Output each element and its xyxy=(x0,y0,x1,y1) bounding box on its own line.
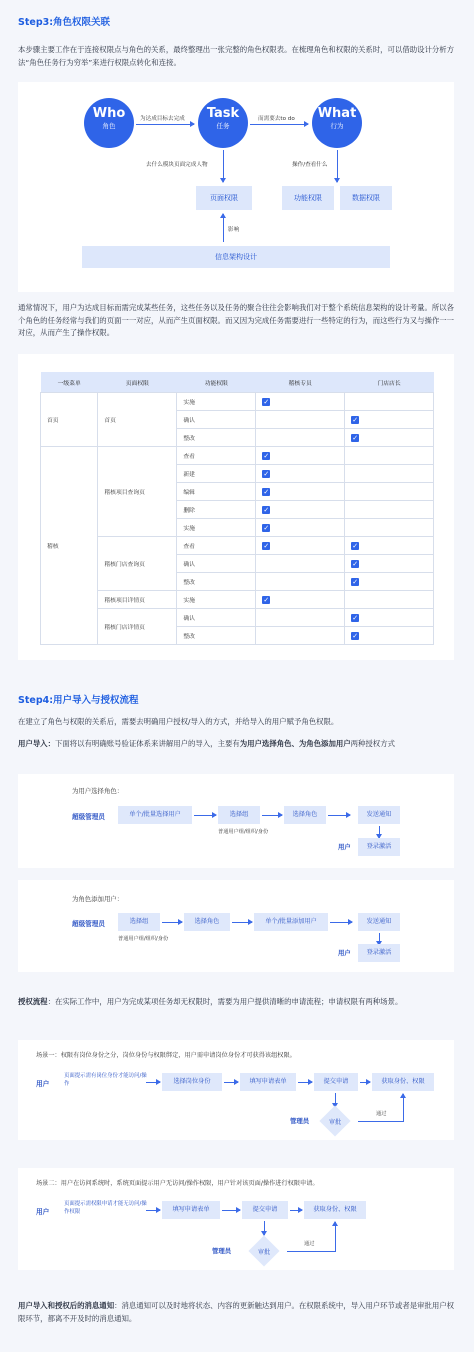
flow1-actor: 超级管理员 xyxy=(72,813,105,821)
scene2-arrow-4 xyxy=(264,1221,265,1235)
cell-page: 稽核项目详情页 xyxy=(98,591,177,609)
step4-title: Step4:用户导入与授权流程 xyxy=(18,695,139,706)
table-header-row xyxy=(41,372,434,393)
user-import-text-a: 下面将以有明确账号验证体系来讲解用户的导入，主要有 xyxy=(54,739,240,748)
checkbox-checked-icon: ✓ xyxy=(263,541,270,550)
flow2-arrow-2 xyxy=(232,922,252,923)
checkbox-checked-icon: ✓ xyxy=(263,595,270,604)
scene2-user: 用户 xyxy=(36,1208,50,1216)
cell-store-manager xyxy=(345,519,434,537)
scene1-arrow-4 xyxy=(360,1082,370,1083)
scene1-note: 页面提示需有岗位身份才能访问/操作 xyxy=(64,1073,147,1087)
scene1-step-fill-form: 填写申请表单 xyxy=(240,1073,296,1091)
scene1-title: 场景一：权限有岗位身份之分，岗位身份与权限绑定，用户需申请岗位身份才可获得该组权限。 xyxy=(36,1052,296,1059)
checkbox-checked-icon: ✓ xyxy=(263,505,270,514)
cell-store-manager xyxy=(345,411,434,429)
cell-auditor xyxy=(256,573,345,591)
influence-arrow xyxy=(223,214,224,242)
scene1-arrow-1 xyxy=(146,1082,160,1083)
checkbox-checked-icon: ✓ xyxy=(263,451,270,460)
flow2-step-add-user: 单个/批量添加用户 xyxy=(254,913,328,931)
task-page-label: 去什么模块页面完成人物 xyxy=(146,162,208,168)
cell-auditor xyxy=(256,447,345,465)
cell-store-manager xyxy=(345,573,434,591)
task-what-label: 而需要去to do xyxy=(258,116,295,122)
cell-function: 实施 xyxy=(177,519,256,537)
cell-auditor xyxy=(256,429,345,447)
scene2-pass-label: 通过 xyxy=(304,1241,315,1247)
scene1-arrow-2 xyxy=(224,1082,238,1083)
scene2-pass-arrow xyxy=(335,1222,336,1252)
flow2-actor: 超级管理员 xyxy=(72,920,105,928)
cell-auditor xyxy=(256,393,345,411)
scene1-step-submit: 提交申请 xyxy=(314,1073,358,1091)
scene1-arrow-3 xyxy=(298,1082,312,1083)
cell-function: 编辑 xyxy=(177,483,256,501)
flow1-arrow-1 xyxy=(194,815,216,816)
function-permission-box: 功能权限 xyxy=(282,186,334,210)
checkbox-checked-icon: ✓ xyxy=(263,469,270,478)
flow2-step-login-activate: 登录激活 xyxy=(358,944,400,962)
notification-paragraph xyxy=(18,1300,458,1325)
flow1-user: 用户 xyxy=(338,843,351,851)
flow1-step-login-activate: 登录激活 xyxy=(358,838,400,856)
data-permission-box: 数据权限 xyxy=(340,186,392,210)
flow1-step-select-group: 选择组 xyxy=(218,806,260,824)
cell-store-manager xyxy=(345,591,434,609)
info-architecture-box: 信息架构设计 xyxy=(82,246,390,268)
role-permission-table xyxy=(40,372,434,645)
flow2-arrow-1 xyxy=(162,922,182,923)
what-ops-arrow xyxy=(337,150,338,182)
col-menu: 一级菜单 xyxy=(41,372,98,393)
cell-function: 整改 xyxy=(177,627,256,645)
cell-store-manager xyxy=(345,537,434,555)
flow2-user: 用户 xyxy=(338,949,351,957)
cell-auditor xyxy=(256,465,345,483)
cell-function: 删除 xyxy=(177,501,256,519)
flow1-title: 为用户选择角色： xyxy=(72,787,124,795)
flow2-step-select-group: 选择组 xyxy=(118,913,160,931)
cell-auditor xyxy=(256,609,345,627)
cell-function: 确认 xyxy=(177,411,256,429)
flow-add-user-to-role xyxy=(18,880,454,972)
scene1-pass-arrow xyxy=(403,1094,404,1122)
flow1-arrow-4 xyxy=(379,826,380,838)
scene2-arrow-2 xyxy=(222,1210,240,1211)
checkbox-checked-icon: ✓ xyxy=(352,559,359,568)
cell-page: 稽核门店详情页 xyxy=(98,609,177,645)
cell-store-manager xyxy=(345,393,434,411)
checkbox-checked-icon: ✓ xyxy=(352,631,359,640)
checkbox-checked-icon: ✓ xyxy=(352,613,359,622)
flow1-group-sub: 普通用户组/组织/身份 xyxy=(218,829,269,835)
task-what-arrow xyxy=(250,124,308,125)
user-import-text-c: 两种授权方式 xyxy=(350,739,395,748)
cell-page: 首页 xyxy=(98,393,177,447)
cell-function: 整改 xyxy=(177,573,256,591)
cell-store-manager xyxy=(345,501,434,519)
flow1-step-select-role: 选择角色 xyxy=(284,806,326,824)
col-store-manager: 门店店长 xyxy=(345,372,434,393)
influence-label: 影响 xyxy=(228,227,240,233)
cell-auditor xyxy=(256,411,345,429)
scene1-pass-label: 通过 xyxy=(376,1111,387,1117)
scene1-admin: 管理员 xyxy=(290,1117,310,1125)
col-auditor: 稽核专员 xyxy=(256,372,345,393)
scene2-panel xyxy=(18,1168,454,1270)
cell-store-manager xyxy=(345,627,434,645)
cell-auditor xyxy=(256,519,345,537)
col-function: 功能权限 xyxy=(177,372,256,393)
flow1-arrow-3 xyxy=(328,815,350,816)
cell-store-manager xyxy=(345,465,434,483)
cell-store-manager xyxy=(345,609,434,627)
step3-intro: 本步骤主要工作在于连接权限点与角色的关系，最终整理出一张完整的角色权限表。在梳理角色和权限的关系时，可以借助设计分析方法“角色任务行为穷举”来进行权限点转化和连接。 xyxy=(18,45,455,67)
auth-flow-label: 授权流程 xyxy=(18,997,48,1006)
cell-function: 确认 xyxy=(177,609,256,627)
cell-function: 确认 xyxy=(177,555,256,573)
scene2-arrow-1 xyxy=(146,1210,160,1211)
notification-text: ：消息通知可以及时地将状态、内容的更新触达到用户。在权限系统中，导入用户环节或者是审批用户权限环节，都离不开及时的消息通知。 xyxy=(18,1301,455,1323)
cell-store-manager xyxy=(345,555,434,573)
step3-paragraph-2: 通常情况下，用户为达成目标而需完成某些任务，这些任务以及任务的聚合往往会影响我们对于整个系统信息架构的设计考量。所以各个角色的任务经常与我们的页面一一对应，从而产生页面权限。而又因为完成任务需要进行一些特定的行为，而这些行为又与操作一一对应，从而产生了操作权限。 xyxy=(18,303,455,337)
flow2-arrow-3 xyxy=(330,922,352,923)
table-row xyxy=(41,537,434,555)
cell-function: 实施 xyxy=(177,393,256,411)
user-import-label: 用户导入： xyxy=(18,739,55,748)
cell-menu: 首页 xyxy=(41,393,98,447)
table-row xyxy=(41,447,434,465)
task-page-arrow xyxy=(223,150,224,182)
scene2-arrow-3 xyxy=(290,1210,302,1211)
cell-page: 稽核项目查询页 xyxy=(98,447,177,537)
what-ops-label: 操作/查看什么 xyxy=(292,162,328,168)
who-task-arrow xyxy=(136,124,194,125)
table-row xyxy=(41,591,434,609)
auth-flow-paragraph xyxy=(18,996,458,1009)
col-page: 页面权限 xyxy=(98,372,177,393)
cell-auditor xyxy=(256,537,345,555)
cell-function: 查看 xyxy=(177,447,256,465)
checkbox-checked-icon: ✓ xyxy=(263,523,270,532)
cell-auditor xyxy=(256,627,345,645)
cell-store-manager xyxy=(345,447,434,465)
step3-title: Step3:角色权限关联 xyxy=(18,17,111,28)
cell-store-manager xyxy=(345,483,434,501)
scene2-note: 页面提示需权限申请才能无访问/操作权限 xyxy=(64,1201,147,1215)
scene1-step-get-permission: 获取身份、权限 xyxy=(372,1073,434,1091)
scene2-admin: 管理员 xyxy=(212,1247,232,1255)
what-circle: What 行为 xyxy=(312,98,362,148)
role-task-action-diagram xyxy=(18,82,454,292)
cell-store-manager xyxy=(345,429,434,447)
notification-label: 用户导入和授权后的消息通知 xyxy=(18,1301,115,1310)
scene1-user: 用户 xyxy=(36,1080,50,1088)
checkbox-checked-icon: ✓ xyxy=(263,487,270,496)
who-circle: Who 角色 xyxy=(84,98,134,148)
cell-function: 新建 xyxy=(177,465,256,483)
permission-table-panel xyxy=(18,354,454,660)
cell-auditor xyxy=(256,483,345,501)
scene2-title: 场景二：用户在访问系统时，系统页面提示用户无访问/操作权限，用户针对该页面/操作进行权限申请。 xyxy=(36,1180,319,1187)
checkbox-checked-icon: ✓ xyxy=(352,433,359,442)
auth-flow-text: ：在实际工作中，用户为完成某项任务却无权限时，需要为用户提供清晰的申请流程；申请权限有两种场景。 xyxy=(47,997,403,1006)
cell-function: 查看 xyxy=(177,537,256,555)
flow2-step-select-role: 选择角色 xyxy=(184,913,230,931)
cell-auditor xyxy=(256,555,345,573)
scene2-step-submit: 提交申请 xyxy=(242,1201,288,1219)
cell-auditor xyxy=(256,591,345,609)
flow1-step-send-notice: 发送通知 xyxy=(358,806,400,824)
checkbox-checked-icon: ✓ xyxy=(352,577,359,586)
scene2-step-get-permission: 获取身份、权限 xyxy=(304,1201,366,1219)
step4-intro: 在建立了角色与权限的关系后，需要去明确用户授权/导入的方式，并给导入的用户赋予角色权限。 xyxy=(18,717,339,726)
checkbox-checked-icon: ✓ xyxy=(352,415,359,424)
flow1-arrow-2 xyxy=(262,815,282,816)
flow-select-role-for-user xyxy=(18,774,454,868)
flow2-step-send-notice: 发送通知 xyxy=(358,913,400,931)
flow2-title: 为角色添加用户： xyxy=(72,895,124,903)
page-permission-box: 页面权限 xyxy=(196,186,252,210)
cell-auditor xyxy=(256,501,345,519)
scene2-pass-line xyxy=(287,1251,335,1252)
scene1-approve-label: 审批 xyxy=(328,1119,342,1126)
who-task-label: 为达成目标去完成 xyxy=(140,116,185,122)
flow2-group-sub: 普通用户组/组织/身份 xyxy=(118,936,169,942)
cell-menu: 稽核 xyxy=(41,447,98,645)
flow1-step-select-user: 单个/批量选择用户 xyxy=(118,806,192,824)
cell-function: 实施 xyxy=(177,591,256,609)
scene2-approve-label: 审批 xyxy=(257,1249,271,1256)
checkbox-checked-icon: ✓ xyxy=(263,397,270,406)
table-row xyxy=(41,393,434,411)
scene1-step-choose-position: 选择岗位身份 xyxy=(162,1073,222,1091)
task-circle: Task 任务 xyxy=(198,98,248,148)
table-row xyxy=(41,609,434,627)
scene1-panel xyxy=(18,1040,454,1140)
cell-function: 整改 xyxy=(177,429,256,447)
scene2-step-fill-form: 填写申请表单 xyxy=(162,1201,220,1219)
user-import-text-b: 为用户选择角色、为角色添加用户 xyxy=(239,739,351,748)
cell-page: 稽核门店查询页 xyxy=(98,537,177,591)
user-import-paragraph xyxy=(18,738,458,751)
scene1-pass-line xyxy=(358,1121,403,1122)
checkbox-checked-icon: ✓ xyxy=(352,541,359,550)
